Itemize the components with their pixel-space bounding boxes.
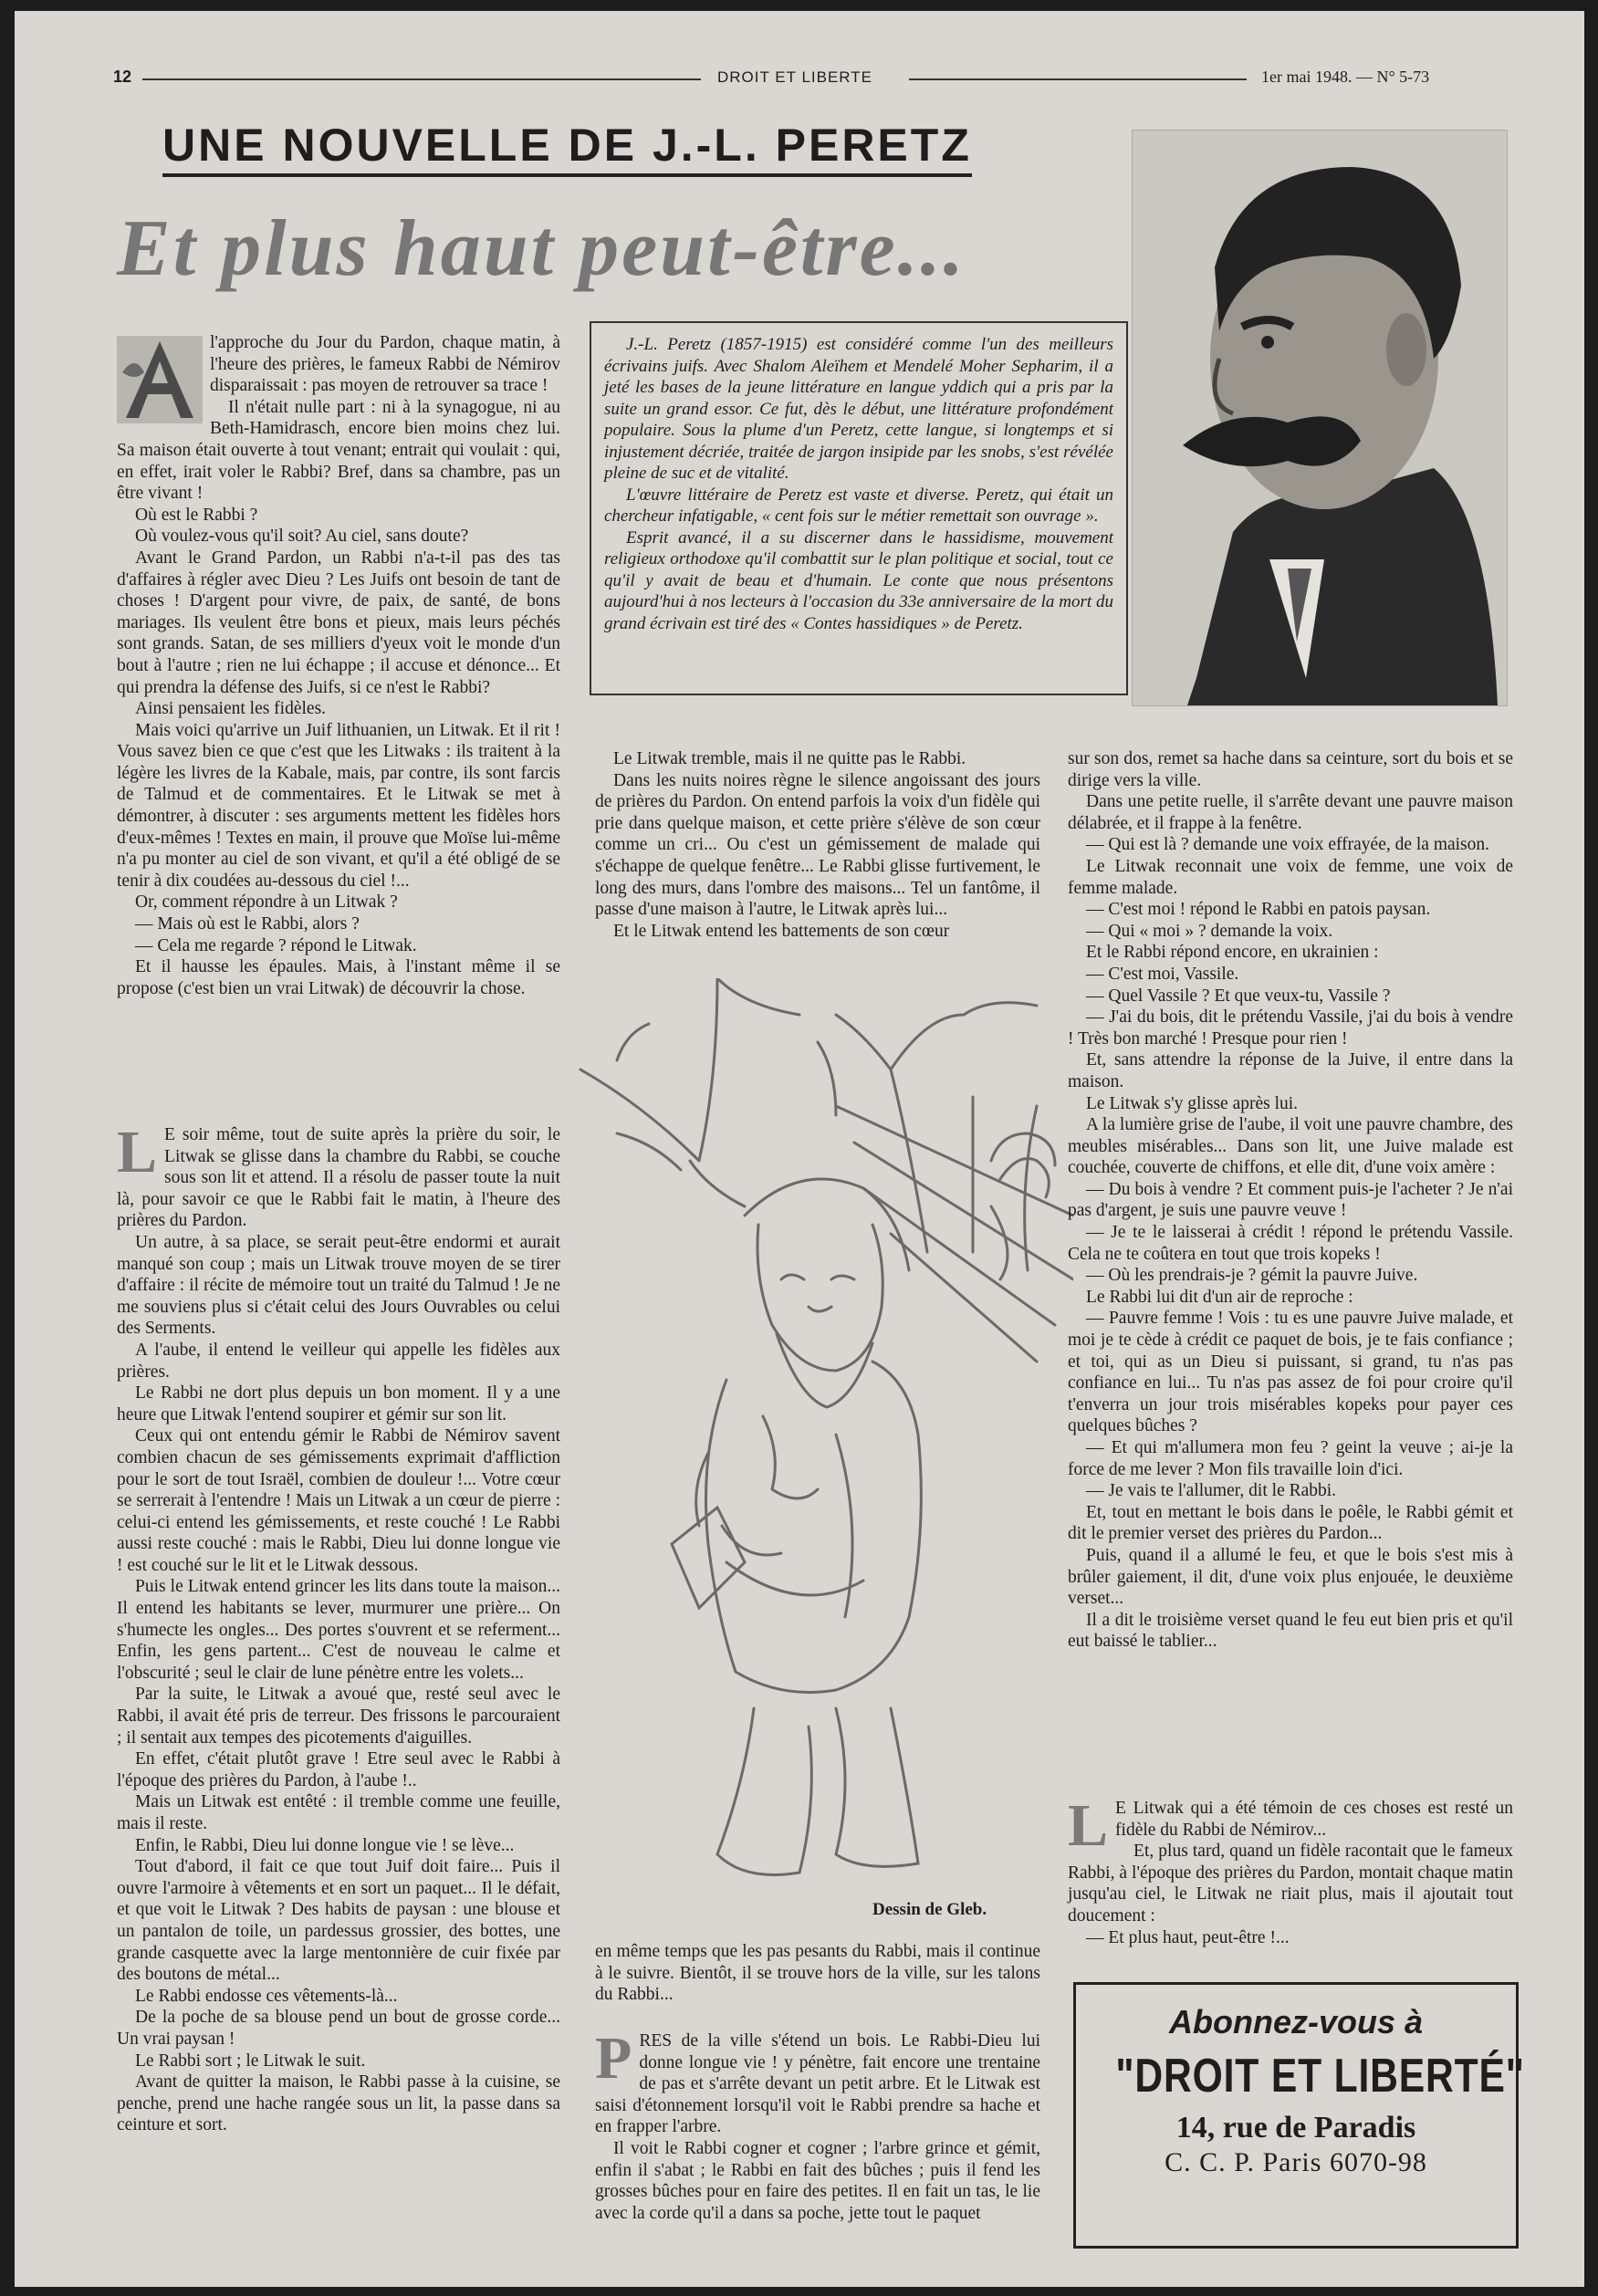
paragraph: — Qui est là ? demande une voix effrayée, de la maison. xyxy=(1086,835,1490,855)
paragraph: — Je te le laisserai à crédit ! répond le prétendu Vassile. Cela ne te coûtera en tout que trois kopeks ! xyxy=(1068,1223,1513,1264)
drop-cap-l: L xyxy=(117,1119,158,1185)
page-header xyxy=(15,66,1584,93)
subscription-ad xyxy=(1073,1982,1525,2249)
paragraph: Où est le Rabbi ? xyxy=(135,505,258,525)
paragraph: Le Rabbi sort ; le Litwak le suit. xyxy=(135,2051,366,2071)
paragraph: Il n'était nulle part : ni à la synagogue, ni au Beth-Hamidrasch, encore bien moins chez lui. Sa maison était ouverte à tout venant; entrait qui voulait : qui, en effet, irait voler le Rabbi? Bref, dans sa chambre, pas un être vivant ! xyxy=(117,397,560,504)
paragraph: Puis le Litwak entend grincer les lits dans toute la maison... Il entend les habitants se lever, murmurer une prière... On s'humecte les ongles... Des portes s'ouvrent et se referment... Enfin, les gens partent... C'est de nouveau le calme et l'obscurité ; seul le clair de lune pénètre entre les volets... xyxy=(117,1577,560,1683)
ad-line-2: "DROIT ET LIBERTÉ" xyxy=(1115,2050,1525,2103)
paragraph: Le Litwak tremble, mais il ne quitte pas le Rabbi. xyxy=(613,749,966,768)
column-1-top xyxy=(117,332,560,999)
intro-paragraph: Esprit avancé, il a su discerner dans le hassidisme, mouvement religieux orthodoxe qu'il combattit sur le plan politique et social, tout ce qu'il y avait de beau et d'humain. Le conte que nous présentons aujourd'hui à nos lecteurs à l'occasion du 33e anniversaire de la mort du grand écrivain est tiré des « Contes hassidiques » de Peretz. xyxy=(604,527,1113,633)
paragraph: Et, tout en mettant le bois dans le poêle, le Rabbi gémit et dit le premier verset des prières du Pardon... xyxy=(1068,1502,1513,1544)
paragraph: A la lumière grise de l'aube, il voit une pauvre chambre, des meubles misérables... Dans son lit, une Juive malade est couchée, couverte de chiffons, et elle dit, d'une voix amère : xyxy=(1068,1115,1513,1178)
column-3-top xyxy=(1068,748,1513,1653)
rabbi-woodcutter-drawing xyxy=(562,978,1073,1918)
paragraph: Dans une petite ruelle, il s'arrête devant une pauvre maison délabrée, et il frappe à la fenêtre. xyxy=(1068,792,1513,833)
paragraph: Et il hausse les épaules. Mais, à l'instant même il se propose (c'est bien un vrai Litwak) de découvrir la chose. xyxy=(117,957,560,998)
paragraph: Et, plus tard, quand un fidèle racontait que le fameux Rabbi, à l'époque des prières du Pardon, montait chaque matin jusqu'au ciel, le Litwak ne riait plus, mais il ajoutait tout doucement : xyxy=(1068,1842,1513,1926)
paragraph: RES de la ville s'étend un bois. Le Rabbi-Dieu lui donne longue vie ! y pénètre, fait encore une trentaine de pas et s'arrête devant un petit arbre. Et le Litwak est saisi d'étonnement lorsqu'il voit le Rabbi prendre sa hache et en frapper l'arbre. xyxy=(595,2031,1040,2137)
column-1-bottom xyxy=(117,1119,560,2136)
paragraph: Mais un Litwak est entêté : il tremble comme une feuille, mais il reste. xyxy=(117,1792,560,1833)
paragraph: Ainsi pensaient les fidèles. xyxy=(135,699,327,719)
publication-name: DROIT ET LIBERTE xyxy=(717,68,872,86)
header-rule-right xyxy=(909,78,1247,80)
paragraph: — J'ai du bois, dit le prétendu Vassile, j'ai du bois à vendre ! Très bon marché ! Presque pour rien ! xyxy=(1068,1007,1513,1049)
paragraph: Par la suite, le Litwak a avoué que, resté seul avec le Rabbi, il avait été pris de terreur. Des frissons le parcouraient ; il sentait aux tempes des picotements d'aiguilles. xyxy=(117,1685,560,1748)
paragraph: Enfin, le Rabbi, Dieu lui donne longue vie ! se lève... xyxy=(135,1835,515,1855)
paragraph: A l'aube, il entend le veilleur qui appelle les fidèles aux prières. xyxy=(117,1340,560,1382)
drop-cap-p: P xyxy=(595,2025,632,2092)
paragraph: Le Litwak reconnait une voix de femme, une voix de femme malade. xyxy=(1068,856,1513,898)
paragraph: Et le Litwak entend les battements de son cœur xyxy=(613,921,950,941)
paragraph: Un autre, à sa place, se serait peut-être endormi et aurait manqué son coup ; mais un Litwak trouve moyen de se tirer d'affaire : il récite de mémoire tout un traité du Talmud ! Je ne me souviens plus si c'était celui des Jours Ouvrables ou celui des Serments. xyxy=(117,1232,560,1339)
ad-ccp: C. C. P. Paris 6070-98 xyxy=(1165,2147,1427,2177)
illustration-sketch xyxy=(562,978,1073,1918)
paragraph: Avant de quitter la maison, le Rabbi passe à la cuisine, se penche, prend une hache rangée sous un lit, la passe dans sa ceinture et sort. xyxy=(117,2072,560,2135)
paragraph: De la poche de sa blouse pend un bout de grosse corde... Un vrai paysan ! xyxy=(117,2008,560,2049)
paragraph: En effet, c'était plutôt grave ! Etre seul avec le Rabbi à l'époque des prières du Pardon, à l'aube !.. xyxy=(117,1749,560,1790)
paragraph: — Et qui m'allumera mon feu ? geint la veuve ; ai-je la force de me lever ? Mon fils travaille loin d'ici. xyxy=(1068,1438,1513,1479)
paragraph: Tout d'abord, il fait ce que tout Juif doit faire... Puis il ouvre l'armoire à vêtements et en sort un paquet... Il le défait, et que voit le Litwak ? Des habits de paysan : une blouse et un pantalon de toile, un pardessus grossier, des bottes, une grande casquette avec la large mentonnière de cuir fixée par des boutons de métal... xyxy=(117,1857,560,1985)
column-2-bottom xyxy=(595,2025,1040,2224)
paragraph: — Je vais te l'allumer, dit le Rabbi. xyxy=(1086,1481,1337,1501)
newspaper-page xyxy=(15,11,1584,2287)
paragraph: Or, comment répondre à un Litwak ? xyxy=(135,892,398,913)
intro-paragraph: J.-L. Peretz (1857-1915) est considéré comme l'un des meilleurs écrivains juifs. Avec Shalom Aleïhem et Mendelé Moher Sepharim, il a jeté les bases de la jeune littérature en langue yddich qui a pris par la suite un grand essor. Ce fut, dès le début, une littérature profondément populaire. Sous la plume d'un Peretz, cette langue, si longtemps et si injustement décriée, traitée de jargon insipide par les snobs, s'est révélée pleine de suc et de vitalité. xyxy=(604,335,1113,483)
paragraph: — Quel Vassile ? Et que veux-tu, Vassile ? xyxy=(1086,986,1391,1006)
paragraph: — Mais où est le Rabbi, alors ? xyxy=(135,914,360,934)
column-2-middle xyxy=(595,1941,1040,2006)
author-portrait xyxy=(1132,130,1508,706)
paragraph: Où voulez-vous qu'il soit? Au ciel, sans doute? xyxy=(135,527,469,547)
paragraph: Le Rabbi ne dort plus depuis un bon moment. Il y a une heure que Litwak l'entend soupirer et gémir sur son lit. xyxy=(117,1383,560,1425)
intro-box xyxy=(590,321,1128,695)
drop-cap-l: L xyxy=(1068,1792,1109,1859)
paragraph: — C'est moi ! répond le Rabbi en patois paysan. xyxy=(1086,900,1431,920)
paragraph: — Qui « moi » ? demande la voix. xyxy=(1086,921,1333,941)
illustration-caption: Dessin de Gleb. xyxy=(872,1900,987,1919)
paragraph: Le Rabbi endosse ces vêtements-là... xyxy=(135,1986,398,2006)
paragraph: l'approche du Jour du Pardon, chaque matin, à l'heure des prières, le fameux Rabbi de Némirov disparaissait : pas moyen de retrouver sa trace ! xyxy=(210,333,560,396)
article-title: Et plus haut peut-être... xyxy=(117,204,966,293)
paragraph: — Où les prendrais-je ? gémit la pauvre Juive. xyxy=(1086,1266,1418,1286)
issue-date: 1er mai 1948. — N° 5-73 xyxy=(1261,68,1430,86)
paragraph: Et, sans attendre la réponse de la Juive, il entre dans la maison. xyxy=(1068,1050,1513,1091)
paragraph: en même temps que les pas pesants du Rabbi, mais il continue à le suivre. Bientôt, il se trouve hors de la ville, sur les talons du Rabbi... xyxy=(595,1942,1040,2005)
paragraph: Et le Rabbi répond encore, en ukrainien : xyxy=(1086,943,1379,963)
ad-address: 14, rue de Paradis xyxy=(1175,2111,1416,2145)
header-rule-left xyxy=(142,78,701,80)
paragraph: Dans les nuits noires règne le silence angoissant des jours de prières du Pardon. On entend parfois la voix d'un fidèle qui prie dans quelque maison, et cette prière s'élève de son cœur comme un cri... Ou c'est un gémissement de malade qui s'échappe de quelque fenêtre... Le Rabbi glisse furtivement, le long des murs, dans l'ombre des maisons... Tel un fantôme, il passe d'une maison à l'autre, le Litwak après lui... xyxy=(595,770,1040,920)
paragraph: Ceux qui ont entendu gémir le Rabbi de Némirov savent combien chacun de ses gémissements exprimait d'affliction pour le sort de tout Israël, combien de douleur !... Votre cœur se serrerait à l'entendre ! Mais un Litwak a un cœur de pierre : celui-ci entend les gémissements, et reste couché ! Le Rabbi aussi reste couché : mais le Rabbi, Dieu lui donne longue vie ! est couché sur le lit et le Litwak dessous. xyxy=(117,1426,560,1575)
paragraph: — Cela me regarde ? répond le Litwak. xyxy=(135,935,417,955)
paragraph: — C'est moi, Vassile. xyxy=(1086,964,1239,984)
paragraph: — Pauvre femme ! Vois : tu es une pauvre Juive malade, et moi je te cède à crédit ce paquet de bois, je te fais confiance ; et toi, qui as un Dieu si puissant, si grand, tu n'as pas confiance en lui... Tu n'as pas assez de foi pour croire qu'il t'enverra un jour trois misérables kopeks pour payer ces quelques bûches ? xyxy=(1068,1309,1513,1436)
ad-line-1: Abonnez-vous à xyxy=(1168,2003,1423,2040)
paragraph: — Et plus haut, peut-être !... xyxy=(1086,1927,1290,1947)
paragraph: E soir même, tout de suite après la prière du soir, le Litwak se glisse dans la chambre du Rabbi, se couche sous son lit et attend. Il a résolu de passer toute la nuit là, pour savoir ce que le Rabbi fait le matin, à l'heure des prières du Pardon. xyxy=(117,1125,560,1231)
paragraph: Le Litwak s'y glisse après lui. xyxy=(1086,1093,1299,1113)
paragraph: sur son dos, remet sa hache dans sa ceinture, sort du bois et se dirige vers la ville. xyxy=(1068,749,1513,790)
intro-paragraph: L'œuvre littéraire de Peretz est vaste et diverse. Peretz, qui était un chercheur infatigable, « cent fois sur le métier remettait son ouvrage ». xyxy=(604,485,1113,526)
paragraph: Le Rabbi lui dit d'un air de reproche : xyxy=(1086,1287,1353,1307)
paragraph: Il voit le Rabbi cogner et cogner ; l'arbre grince et gémit, enfin il s'abat ; le Rabbi en fait des bûches ; puis il fend les grosses bûches pour en faire des petites. Il en fait un tas, le lie avec la corde qu'il a dans sa poche, jette tout le paquet xyxy=(595,2138,1040,2223)
paragraph: — Du bois à vendre ? Et comment puis-je l'acheter ? Je n'ai pas d'argent, je suis une pauvre veuve ! xyxy=(1068,1179,1513,1221)
paragraph: Puis, quand il a allumé le feu, et que le bois s'est mis à brûler gaiement, il dit, d'une voix plus enjouée, le deuxième verset... xyxy=(1068,1545,1513,1609)
paragraph: Avant le Grand Pardon, un Rabbi n'a-t-il pas des tas d'affaires à régler avec Dieu ? Les Juifs ont besoin de tant de choses ! D'argent pour vivre, de paix, de santé, de bons mariages. Ils veulent être bons et pieux, mais leurs péchés sont grands. Satan, de ses milliers d'yeux voit le monde d'un bout à l'autre ; rien ne lui échappe ; il accuse et dénonce... Et qui prendra la défense des Juifs, si ce n'est le Rabbi? xyxy=(117,548,560,697)
paragraph: E Litwak qui a été témoin de ces choses est resté un fidèle du Rabbi de Némirov... xyxy=(1115,1799,1513,1840)
column-2-top xyxy=(595,748,1040,942)
article-kicker: UNE NOUVELLE DE J.-L. PERETZ xyxy=(162,119,972,177)
column-3-bottom xyxy=(1068,1792,1513,1948)
portrait-image xyxy=(1133,130,1507,705)
paragraph: Mais voici qu'arrive un Juif lithuanien, un Litwak. Et il rit ! Vous savez bien ce que c'est que les Litwaks : ils traitent à la légère les livres de la Kabale, mais, par contre, ils sont farcis de Talmud et de commentaires. Et le Litwak se met à démontrer, à discuter : ses arguments mettent les fidèles hors d'eux-mêmes ! Textes en main, il prouve que Moïse lui-même n'a pu monter au ciel de son vivant, et qu'il a été obligé de se tenir à dix coudées au-dessous du ciel !... xyxy=(117,720,560,891)
drop-cap-a xyxy=(117,336,203,423)
paragraph: Il a dit le troisième verset quand le feu eut bien pris et qu'il eut baissé le tablier... xyxy=(1068,1610,1513,1652)
page-number: 12 xyxy=(113,68,132,86)
